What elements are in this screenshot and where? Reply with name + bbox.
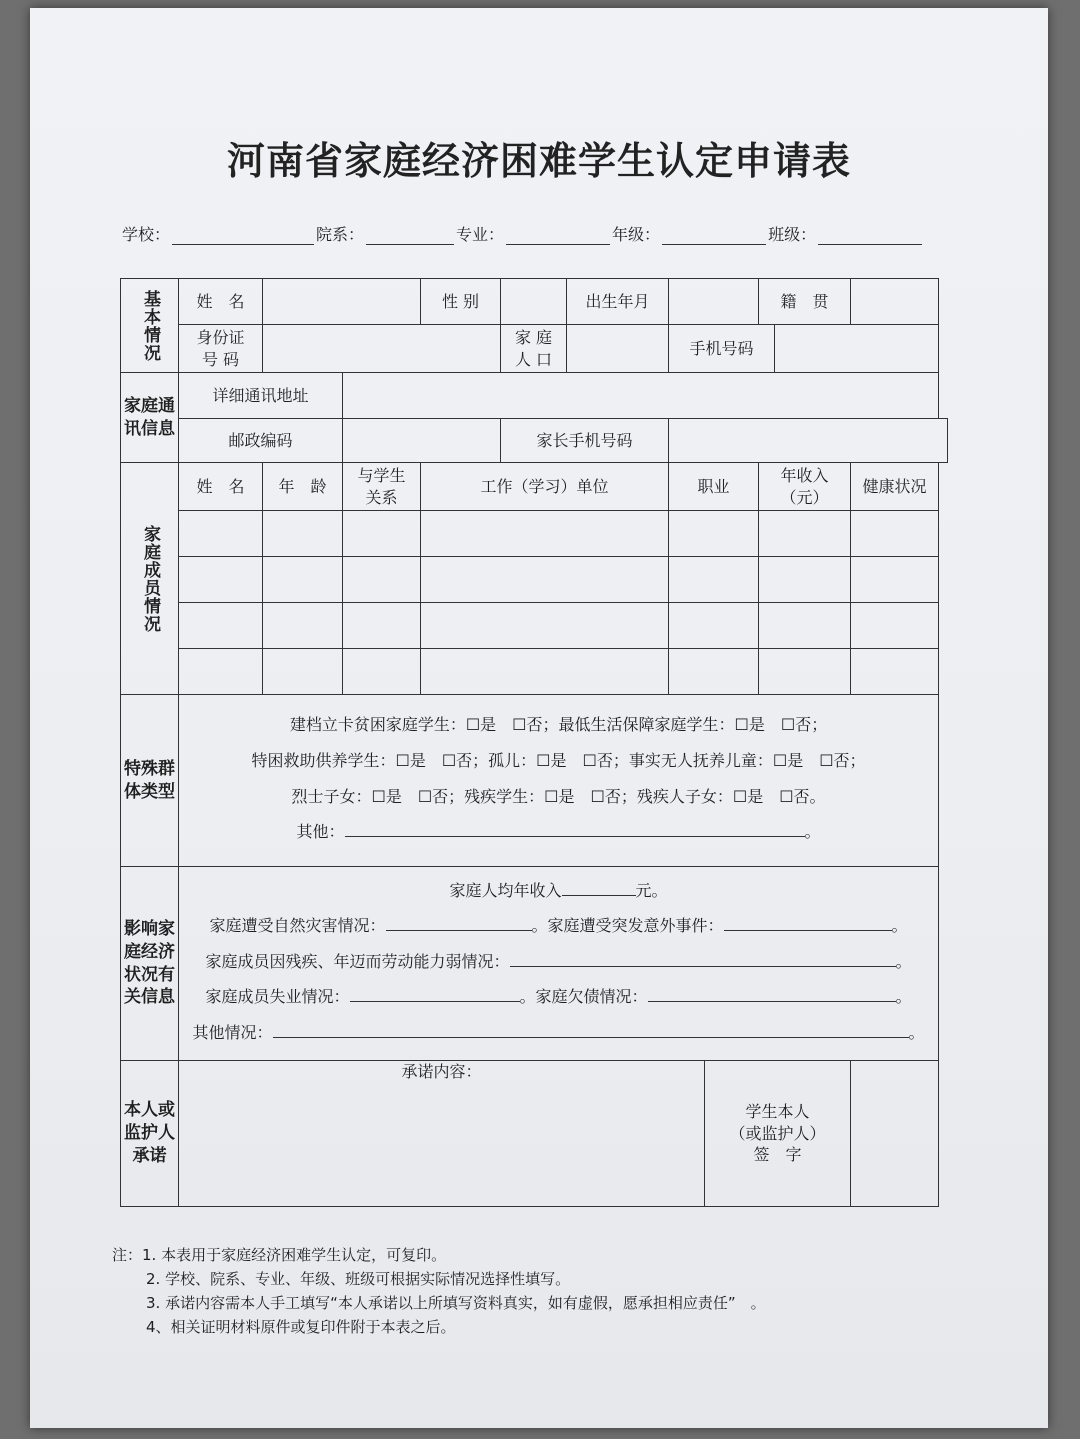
family-member-row [121, 511, 948, 557]
member-income-cell[interactable] [759, 649, 851, 695]
note-3: 3. 承诺内容需本人手工填写“本人承诺以上所填写资料真实，如有虚假，愿承担相应责任” 。 [146, 1294, 766, 1312]
member-work-cell[interactable] [421, 649, 669, 695]
pledge-content-label: 承诺内容： [401, 1062, 482, 1081]
section-family-members: 家庭成员情况 [121, 463, 179, 695]
section-pledge: 本人或监护人承诺 [121, 1061, 179, 1207]
note-4: 4、相关证明材料原件或复印件附于本表之后。 [146, 1318, 456, 1336]
postcode-label: 邮政编码 [179, 419, 343, 463]
special-line-3[interactable]: 烈士子女：☐是 ☐否；残疾学生：☐是 ☐否；残疾人子女：☐是 ☐否。 [291, 786, 826, 806]
note-2: 2. 学校、院系、专业、年级、班级可根据实际情况选择性填写。 [146, 1270, 571, 1288]
member-age-cell[interactable] [263, 557, 343, 603]
member-job-header: 职业 [669, 463, 759, 511]
debt-label: 。家庭欠债情况： [519, 987, 648, 1007]
pledge-content-field[interactable] [179, 1061, 705, 1207]
member-work-header: 工作（学习）单位 [421, 463, 669, 511]
other-situation-field[interactable] [273, 1025, 909, 1038]
disaster-field[interactable] [386, 918, 532, 931]
member-income-cell[interactable] [759, 557, 851, 603]
member-income-header-line2: （元） [780, 487, 829, 507]
member-income-cell[interactable] [759, 511, 851, 557]
signature-label [705, 1061, 851, 1207]
member-health-header: 健康状况 [851, 463, 939, 511]
department-label: 院系： [316, 225, 365, 244]
household-size-field[interactable] [567, 325, 669, 373]
disability-line [179, 951, 938, 973]
section-economic-info: 影响家庭经济状况有关信息 [121, 867, 179, 1061]
member-name-cell[interactable] [179, 557, 263, 603]
member-relation-cell[interactable] [343, 603, 421, 649]
member-health-cell[interactable] [851, 557, 939, 603]
member-relation-cell[interactable] [343, 649, 421, 695]
id-number-label [179, 325, 263, 373]
member-job-cell[interactable] [669, 649, 759, 695]
unemployment-label: 家庭成员失业情况： [205, 987, 350, 1007]
name-field[interactable] [263, 279, 421, 325]
section-family-contact: 家庭通讯信息 [121, 373, 179, 463]
member-name-cell[interactable] [179, 603, 263, 649]
other-situation-period: 。 [908, 1022, 925, 1042]
member-relation-cell[interactable] [343, 511, 421, 557]
member-name-cell[interactable] [179, 649, 263, 695]
member-relation-header-line2: 关系 [365, 487, 398, 507]
disaster-line [179, 915, 938, 937]
signature-field[interactable] [851, 1061, 939, 1207]
income-field[interactable] [562, 883, 636, 896]
unemployment-line-period: 。 [895, 987, 912, 1007]
address-label: 详细通讯地址 [179, 373, 343, 419]
special-other-line [179, 821, 938, 843]
income-line [179, 880, 938, 902]
member-income-header-line1: 年收入 [780, 465, 829, 485]
grade-field[interactable] [662, 230, 766, 245]
member-health-cell[interactable] [851, 511, 939, 557]
disability-label: 家庭成员因残疾、年迈而劳动能力弱情况： [205, 951, 510, 971]
member-income-header [759, 463, 851, 511]
signature-label-line3: 签 字 [753, 1145, 802, 1165]
accident-field[interactable] [724, 918, 892, 931]
disability-field[interactable] [510, 954, 896, 967]
member-relation-header-line1: 与学生 [357, 465, 406, 485]
parent-phone-label: 家长手机号码 [501, 419, 669, 463]
debt-field[interactable] [648, 989, 896, 1002]
id-number-field[interactable] [263, 325, 501, 373]
disaster-line-period: 。 [891, 916, 908, 936]
form-title: 河南省家庭经济困难学生认定申请表 [226, 139, 851, 183]
income-label: 家庭人均年收入 [449, 880, 562, 900]
native-place-label: 籍 贯 [759, 279, 851, 325]
class-label: 班级： [768, 225, 817, 244]
address-field[interactable] [343, 373, 939, 419]
native-place-field[interactable] [851, 279, 939, 325]
department-field[interactable] [366, 230, 454, 245]
family-member-row [121, 557, 948, 603]
accident-label: 。家庭遭受突发意外事件： [531, 916, 724, 936]
id-number-label-line2: 号 码 [201, 349, 240, 369]
member-age-header: 年 龄 [263, 463, 343, 511]
special-other-period: 。 [804, 822, 821, 842]
household-size-label [501, 325, 567, 373]
special-groups-content [179, 695, 939, 867]
member-health-cell[interactable] [851, 649, 939, 695]
class-field[interactable] [818, 230, 922, 245]
parent-phone-field[interactable] [669, 419, 948, 463]
signature-label-line2: （或监护人） [729, 1123, 826, 1143]
disability-line-period: 。 [895, 951, 912, 971]
special-line-2[interactable]: 特困救助供养学生：☐是 ☐否；孤儿：☐是 ☐否；事实无人抚养儿童：☐是 ☐否； [251, 750, 866, 770]
gender-field[interactable] [501, 279, 567, 325]
other-situation-line [179, 1022, 938, 1044]
member-name-header: 姓 名 [179, 463, 263, 511]
family-member-row [121, 649, 948, 695]
birth-label: 出生年月 [567, 279, 669, 325]
mobile-field[interactable] [775, 325, 939, 373]
school-label: 学校： [122, 225, 171, 244]
member-name-cell[interactable] [179, 511, 263, 557]
gender-label: 性 别 [421, 279, 501, 325]
mobile-label: 手机号码 [669, 325, 775, 373]
grade-label: 年级： [612, 225, 661, 244]
id-number-label-line1: 身份证 [196, 327, 245, 347]
major-field[interactable] [506, 230, 610, 245]
economic-info-content [179, 867, 939, 1061]
name-label: 姓 名 [179, 279, 263, 325]
application-table [120, 278, 948, 1207]
household-size-label-line2: 人 口 [514, 349, 553, 369]
application-form-sheet [30, 8, 1048, 1428]
special-line-1[interactable]: 建档立卡贫困家庭学生：☐是 ☐否；最低生活保障家庭学生：☐是 ☐否； [289, 715, 828, 735]
member-job-cell[interactable] [669, 603, 759, 649]
household-size-label-line1: 家 庭 [514, 327, 553, 347]
section-special-groups: 特殊群体类型 [121, 695, 179, 867]
member-age-cell[interactable] [263, 603, 343, 649]
member-work-cell[interactable] [421, 557, 669, 603]
member-work-cell[interactable] [421, 511, 669, 557]
birth-field[interactable] [669, 279, 759, 325]
postcode-field[interactable] [343, 419, 501, 463]
member-income-cell[interactable] [759, 603, 851, 649]
disaster-label: 家庭遭受自然灾害情况： [209, 916, 386, 936]
school-field[interactable] [172, 230, 314, 245]
member-age-cell[interactable] [263, 649, 343, 695]
member-health-cell[interactable] [851, 603, 939, 649]
member-work-cell[interactable] [421, 603, 669, 649]
note-1: 注：1. 本表用于家庭经济困难学生认定，可复印。 [112, 1246, 447, 1264]
member-age-cell[interactable] [263, 511, 343, 557]
unemployment-line [179, 986, 938, 1008]
other-situation-label: 其他情况： [192, 1022, 273, 1042]
form-notes [112, 1243, 766, 1339]
family-member-row [121, 603, 948, 649]
signature-label-line1: 学生本人 [745, 1102, 810, 1122]
member-relation-header [343, 463, 421, 511]
member-job-cell[interactable] [669, 557, 759, 603]
special-other-label: 其他： [296, 822, 345, 842]
unemployment-field[interactable] [350, 989, 520, 1002]
section-basic-info: 基本情况 [121, 279, 179, 373]
member-job-cell[interactable] [669, 511, 759, 557]
income-unit: 元。 [635, 880, 668, 900]
school-info-line [122, 222, 964, 245]
special-other-field[interactable] [345, 824, 805, 837]
member-relation-cell[interactable] [343, 557, 421, 603]
major-label: 专业： [456, 225, 505, 244]
